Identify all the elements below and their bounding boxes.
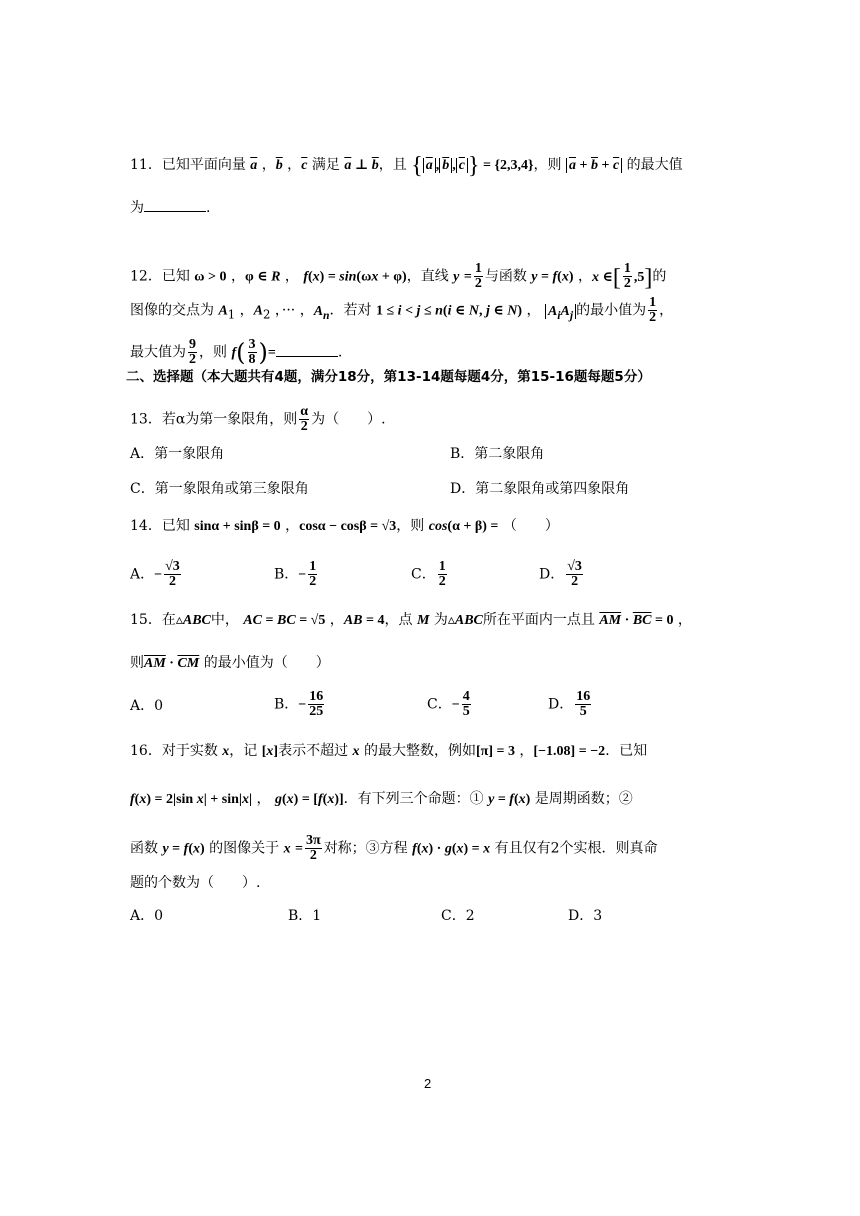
q14-option-b[interactable]: B．− $\frac{1}{2}$	[274, 559, 317, 589]
q11-end: .	[206, 200, 211, 216]
q14-option-c-label: C．	[411, 566, 436, 583]
q13-text1: 若α为第一象限角，则	[161, 411, 298, 428]
q16-option-c[interactable]: C．2	[441, 908, 475, 924]
q12-text7: 的最小值为	[576, 302, 647, 319]
q16-text8: 函数	[130, 840, 158, 857]
q15-text4: 为	[433, 612, 448, 628]
q14-option-a[interactable]: A．− $\frac{√3}{2}$	[130, 559, 180, 589]
q13-number: 13．	[130, 411, 162, 428]
q14-option-d-label: D．	[539, 566, 565, 583]
q12-line3: 最大值为 $\frac{9}{2}$ ，则 f( $\frac{3}{8}$ )= .	[130, 337, 343, 367]
q14-text3: （ ）	[502, 518, 559, 534]
q15-option-d[interactable]: D． $\frac{16}{5}$	[548, 689, 591, 719]
q16-text9: 的图像关于	[209, 840, 280, 857]
q15-option-a[interactable]: A．0	[130, 698, 164, 714]
q14-stem: 14．已知 sinα + sinβ = 0 ，cosα − cosβ = √3，则 cos(α + β) = （ ）	[130, 518, 559, 534]
q12-answer-blank	[276, 342, 338, 357]
q16-text10: 对称；③方程	[323, 840, 408, 857]
q13-stem: 13．若α为第一象限角，则 $\frac{\alpha}{2}$ 为（ ）.	[130, 404, 386, 434]
q13-option-b[interactable]: B．第二象限角	[450, 446, 545, 462]
q16-number: 16．	[130, 743, 162, 759]
q11-text1: 已知平面向量	[161, 157, 246, 173]
q14-number: 14．	[130, 518, 162, 534]
page-number: 2	[424, 1076, 432, 1091]
q15-option-b-label: B．	[274, 696, 299, 713]
q16-line1: 16．对于实数 x，记 [x]表示不超过 x 的最大整数，例如[π] = 3 ，[−1.08] = −2．已知	[130, 743, 648, 759]
q11-text3: ，且	[378, 157, 407, 173]
q16-option-d[interactable]: D．3	[568, 908, 603, 924]
q13-option-d[interactable]: D．第二象限角或第四象限角	[450, 481, 630, 497]
q16-line3: 函数 y = f(x) 的图像关于 x = $\frac{3\pi}{2}$ 对称；③方程 f(x) · g(x) = x 有且仅有2个实根．则真命	[130, 833, 658, 863]
q15-text2: 中，	[210, 612, 239, 628]
q15-text3: ，点	[384, 612, 413, 628]
q15-text5: 所在平面内一点且	[482, 612, 595, 628]
q15-option-b[interactable]: B．− $\frac{16}{25}$	[274, 689, 324, 719]
q15-text7: 的最小值为（ ）	[203, 655, 330, 671]
q16-text2: ，记	[229, 743, 258, 759]
q11-text5: 的最大值	[626, 157, 683, 173]
q12-text3: 与函数	[484, 268, 527, 285]
q14-option-c[interactable]: C． $\frac{1}{2}$	[411, 559, 446, 589]
q14-option-d[interactable]: D． $\frac{√3}{2}$	[539, 559, 582, 589]
q12-text6: ．若对	[329, 302, 372, 319]
q13-text2: 为（ ）.	[311, 411, 386, 428]
q12-line2: 图像的交点为 $A_1$ ，$A_2$ ，··· ，$A_n$．若对 1 ≤ i < j ≤ n(i ∈ N, j ∈ N) ， $A_iA_j$ 的最小值为 $\frac{1}{2}$ ，	[130, 295, 674, 325]
q14-text1: 已知	[161, 518, 190, 534]
q15-option-d-label: D．	[548, 696, 574, 713]
q16-text1: 对于实数	[161, 743, 218, 759]
q16-text4: 的最大整数，例如	[363, 743, 476, 759]
q16-line4: 题的个数为（ ）.	[130, 875, 261, 891]
q15-number: 15．	[130, 612, 162, 628]
q14-option-b-label: B．	[274, 566, 299, 583]
q16-option-a[interactable]: A．0	[130, 908, 164, 924]
q12-text4: 的	[652, 268, 667, 285]
q16-text5: ．已知	[605, 743, 648, 759]
q16-line2: f(x) = 2|sin x| + sin|x| ， g(x) = [f(x)]．有下列三个命题：① y = f(x) 是周期函数；②	[130, 791, 633, 807]
q16-text3: 表示不超过	[278, 743, 349, 759]
q15-text6: 则	[130, 655, 144, 671]
section-2-heading: 二、选择题（本大题共有4题，满分18分，第13-14题每题4分，第15-16题每题5分）	[126, 369, 651, 385]
q13-option-c[interactable]: C．第一象限角或第三象限角	[130, 481, 309, 497]
q11-line2	[130, 197, 210, 218]
q12-text8: 最大值为	[130, 344, 186, 361]
q16-text7: 是周期函数；②	[534, 791, 633, 807]
q12-text9: ，则	[199, 344, 227, 361]
q15-line1: 15．在▵ABC中， AC = BC = √5 ，AB = 4，点 M 为▵ABC所在平面内一点且 $\overline{AM} \cdot \overline{BC} = 0$ ，	[130, 612, 692, 628]
q15-text1: 在	[161, 612, 176, 628]
q16-text11: 有且仅有2个实根．则真命	[494, 840, 658, 857]
q12-number: 12．	[130, 268, 162, 285]
q12-text1: 已知	[161, 268, 190, 285]
q12-text2: ，直线	[406, 268, 449, 285]
q12-end: .	[337, 344, 343, 361]
q11-text2: 满足	[311, 157, 340, 173]
q15-option-c-label: C．	[427, 696, 452, 713]
q14-option-a-label: A．	[130, 566, 155, 583]
q12-text5: 图像的交点为	[130, 302, 214, 319]
q16-text6: ．有下列三个命题：①	[343, 791, 484, 807]
q14-text2: ，则	[396, 518, 425, 534]
q15-option-c[interactable]: C．− $\frac{4}{5}$	[427, 689, 470, 719]
q11-text4: ，则	[533, 157, 562, 173]
q16-option-b[interactable]: B．1	[288, 908, 322, 924]
q12-line1: 12．已知 ω > 0 ，φ ∈ R ， f(x) = sin(ωx + φ)，直线 y = $\frac{1}{2}$ 与函数 y = f(x) ，x ∈[ $\frac{1}{2}$ ,5]的	[130, 261, 667, 291]
q13-option-a[interactable]: A．第一象限角	[130, 446, 225, 462]
q11-answer-blank	[144, 197, 206, 212]
q11-text6: 为	[130, 200, 144, 216]
q11-line1: 11．已知平面向量 $\overline{a}$ ，$\overline{b}$ ，$\overline{c}$ 满足 $\overline{a}$ ⊥ $\overline{b}$，且 { $\overline{a}$ , $\overline{b}$ , $\overline{c}$ } = {2,3,4}，则 $\overline{a} + \overline{b} + \overline{c}$ 的最大值	[130, 152, 683, 179]
q15-line2: 则$\overline{AM} \cdot \overline{CM}$ 的最小值为（ ）	[130, 655, 330, 671]
q11-number: 11．	[130, 157, 162, 173]
